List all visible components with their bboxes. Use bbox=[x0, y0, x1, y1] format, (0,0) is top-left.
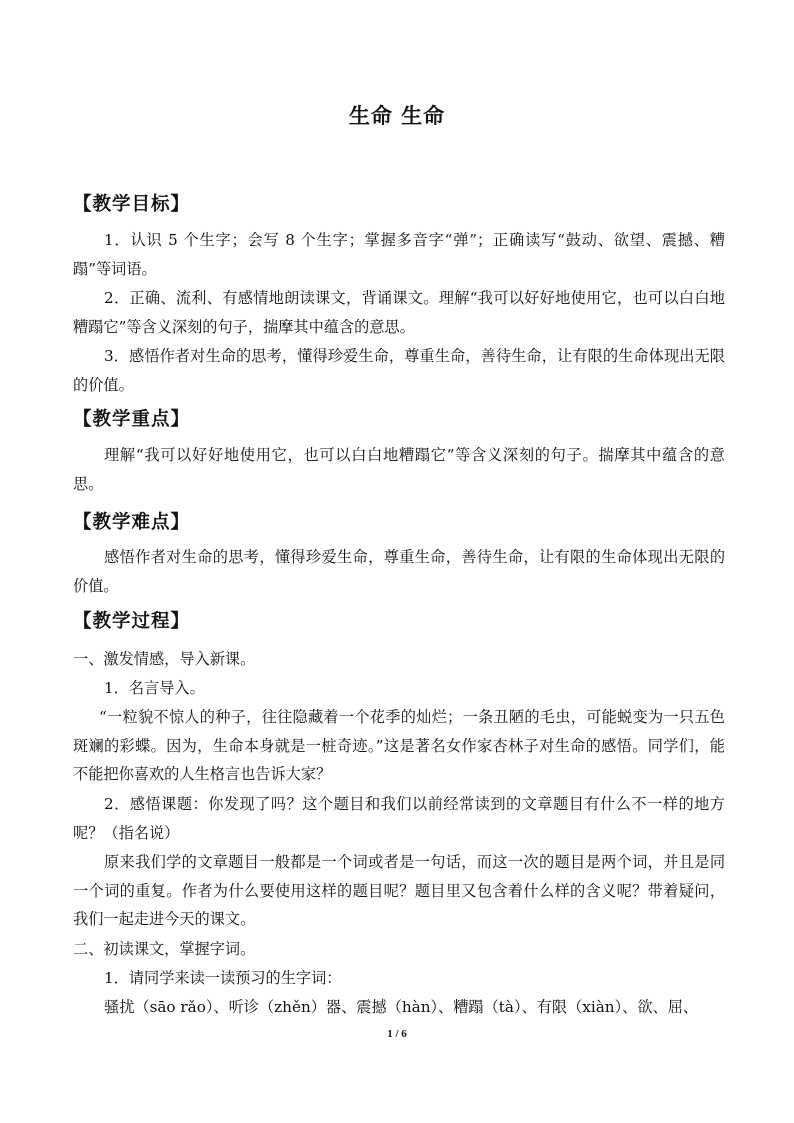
page-number: 1 / 6 bbox=[387, 1028, 407, 1040]
page-title: 生命 生命 bbox=[348, 103, 446, 128]
goal-item-1: 1．认识 5 个生字；会写 8 个生字；掌握多音字“弹”；正确读写“鼓动、欲望、震撼、糟蹋”等词语。 bbox=[73, 231, 725, 278]
section-heading-key-points: 【教学重点】 bbox=[73, 409, 191, 430]
part1-title: 一、激发情感，导入新课。 bbox=[73, 650, 256, 668]
section-heading-process: 【教学过程】 bbox=[73, 611, 191, 632]
section-heading-difficulties: 【教学难点】 bbox=[73, 512, 191, 533]
part2-step1: 1．请同学来读一读预习的生字词： bbox=[104, 969, 342, 987]
quote-paragraph: “一粒貌不惊人的种子，往往隐藏着一个花季的灿烂；一条丑陋的毛虫，可能蜕变为一只五色斑斓的彩蝶。因为，生命本身就是一桩奇迹。”这是著名女作家杏林子对生命的感悟。同学们，能不能把你喜欢的人生格言也告诉大家？ bbox=[73, 708, 725, 783]
goal-item-3: 3．感悟作者对生命的思考，懂得珍爱生命，尊重生命，善待生命，让有限的生命体现出无限的价值。 bbox=[73, 347, 725, 394]
vocab-line: 骚扰（sāo rǎo）、听诊（zhěn）器、震撼（hàn）、糟蹋（tà）、有限（xiàn）、欲、屈、 bbox=[104, 998, 699, 1016]
step1-title: 1．名言导入。 bbox=[104, 679, 205, 697]
key-points-text: 理解“我可以好好地使用它，也可以白白地糟蹋它”等含义深刻的句子。揣摩其中蕴含的意思。 bbox=[73, 446, 725, 493]
step2-paragraph: 2．感悟课题：你发现了吗？这个题目和我们以前经常读到的文章题目有什么不一样的地方呢？（指名说） bbox=[73, 795, 725, 842]
explain-paragraph: 原来我们学的文章题目一般都是一个词或者是一句话，而这一次的题目是两个词，并且是同一个词的重复。作者为什么要使用这样的题目呢？题目里又包含着什么样的含义呢？带着疑问，我们一起走进今天的课文。 bbox=[73, 853, 725, 928]
difficulties-text: 感悟作者对生命的思考，懂得珍爱生命，尊重生命，善待生命，让有限的生命体现出无限的价值。 bbox=[73, 548, 725, 595]
section-heading-goals: 【教学目标】 bbox=[73, 194, 191, 215]
goal-item-2: 2．正确、流利、有感情地朗读课文，背诵课文。理解“我可以好好地使用它，也可以白白地糟蹋它”等含义深刻的句子，揣摩其中蕴含的意思。 bbox=[73, 289, 725, 336]
part2-title: 二、初读课文，掌握字词。 bbox=[73, 940, 256, 958]
